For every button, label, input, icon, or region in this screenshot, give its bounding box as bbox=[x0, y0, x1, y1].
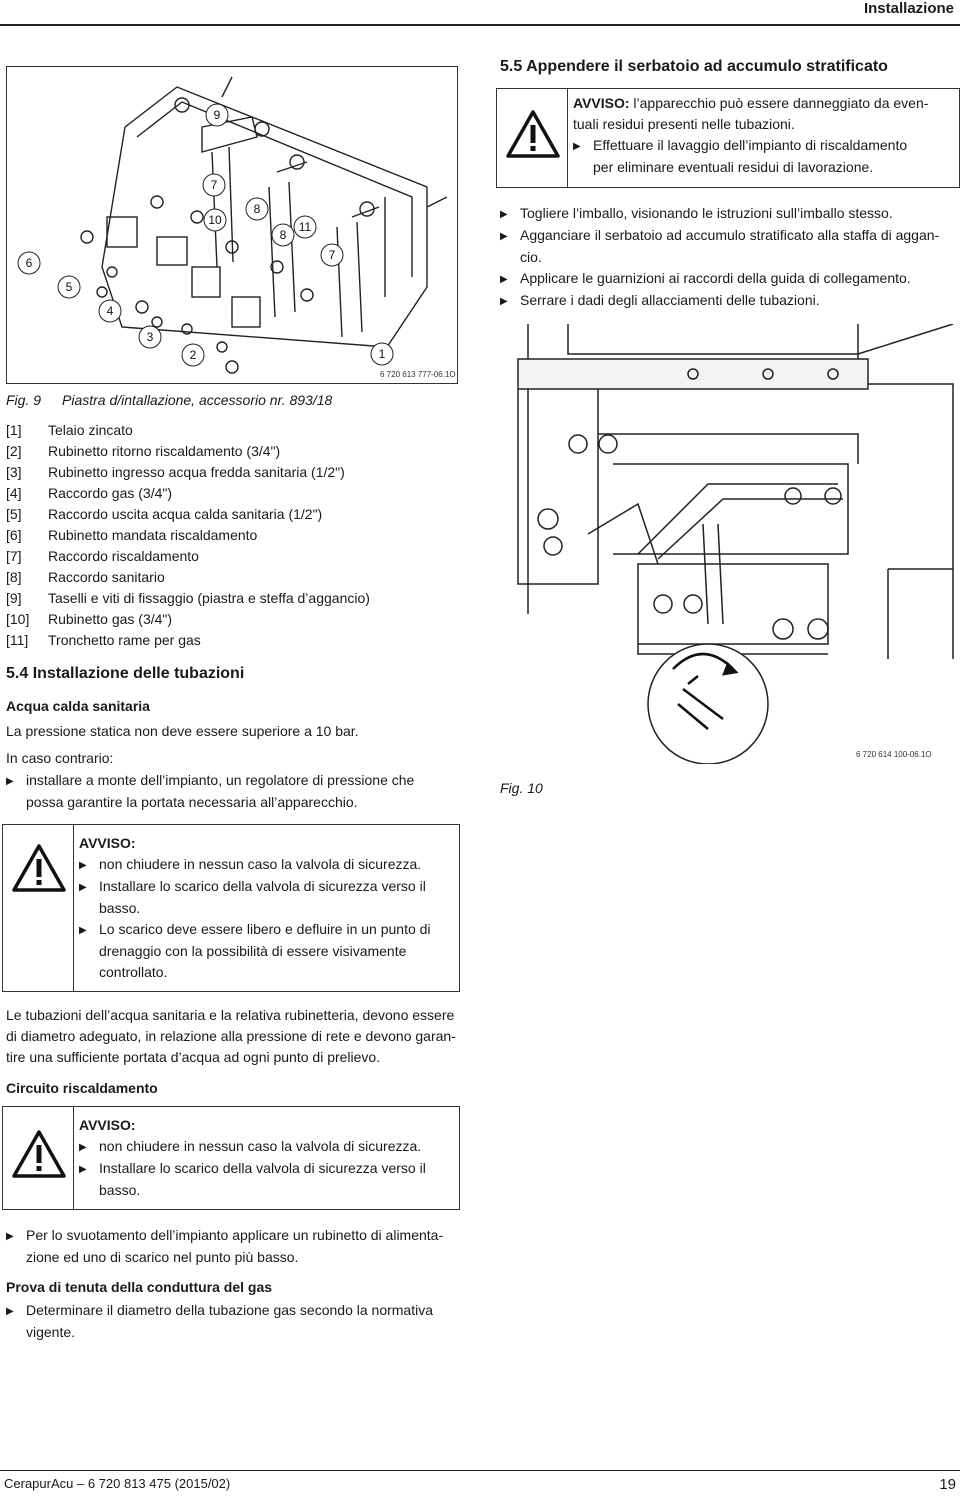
paragraph-otherwise: In caso contrario: bbox=[6, 750, 114, 766]
boiler-connection-illustration bbox=[498, 324, 960, 764]
paragraph-pressure: La pressione statica non deve essere superiore a 10 bar. bbox=[6, 723, 359, 739]
legend-item: [8] Raccordo sanitario bbox=[6, 569, 165, 585]
triangle-right-icon: ▶ bbox=[79, 925, 87, 936]
triangle-right-icon: ▶ bbox=[500, 209, 508, 220]
legend-item: [4] Raccordo gas (3/4") bbox=[6, 485, 173, 501]
paragraph-pipes-diameter: Le tubazioni dell’acqua sanitaria e la relativa rubinetteria, devono essere di diametro adeguato, in relazione alla pressione di rete e devono garan- tire una sufficiente portata d’acqua ad ogni punto di prelievo. bbox=[6, 1007, 456, 1065]
subheading-acqua-calda: Acqua calda sanitaria bbox=[6, 698, 150, 714]
legend-item: [5] Raccordo uscita acqua calda sanitaria (1/2") bbox=[6, 506, 323, 522]
installation-plate-illustration bbox=[7, 67, 457, 383]
warning-triangle-icon bbox=[11, 843, 67, 893]
legend-item: [11] Tronchetto rame per gas bbox=[6, 632, 201, 648]
callout-10: 10 bbox=[208, 213, 222, 227]
bullet-gas-diameter: ▶ Determinare il diametro della tubazione gas secondo la normativa vigente. bbox=[6, 1302, 433, 1340]
legend-item: [3] Rubinetto ingresso acqua fredda sanitaria (1/2") bbox=[6, 464, 345, 480]
footer-rule bbox=[0, 1470, 960, 1471]
callout-7b: 7 bbox=[328, 248, 336, 262]
section-5-5-title: 5.5 Appendere il serbatoio ad accumulo stratificato bbox=[500, 58, 888, 75]
triangle-right-icon: ▶ bbox=[6, 1231, 14, 1242]
figure-10-caption-number: Fig. 10 bbox=[500, 780, 543, 796]
warning-box-heating: AVVISO: ▶ non chiudere in nessun caso la valvola di sicurezza. ▶ Installare lo scarico della valvola di sicurezza verso il basso. bbox=[2, 1106, 460, 1210]
footer-doc-id: CerapurAcu – 6 720 813 475 (2015/02) bbox=[4, 1476, 231, 1491]
callout-8a: 8 bbox=[253, 202, 261, 216]
bullet-drain: ▶ Per lo svuotamento dell’impianto applicare un rubinetto di alimenta- zione ed uno di scarico nel punto più basso. bbox=[6, 1227, 444, 1265]
warning-box-safety-valve: AVVISO: ▶ non chiudere in nessun caso la valvola di sicurezza. ▶ Installare lo scarico della valvola di sicurezza verso il basso. ▶ Lo scarico deve essere libero e defluire in un punto di drenaggio con la possibilità di essere visivamente controllato. bbox=[2, 824, 460, 992]
callout-11: 11 bbox=[298, 220, 312, 234]
callout-2: 2 bbox=[189, 348, 197, 362]
figure-9-caption-number: Fig. 9 bbox=[6, 392, 42, 408]
page-number: 19 bbox=[939, 1476, 956, 1493]
callout-4: 4 bbox=[106, 304, 114, 318]
warning-text-cont: tuali residui presenti nelle tubazioni. bbox=[573, 116, 795, 132]
triangle-right-icon: ▶ bbox=[500, 296, 508, 307]
figure-10 bbox=[498, 324, 960, 764]
figure-9-caption-text: Piastra d/intallazione, accessorio nr. 893/18 bbox=[62, 392, 333, 408]
warning-title: AVVISO: bbox=[79, 835, 136, 851]
callout-5: 5 bbox=[65, 280, 73, 294]
subheading-circuito: Circuito riscaldamento bbox=[6, 1080, 158, 1096]
legend-item: [1] Telaio zincato bbox=[6, 422, 133, 438]
warning-box-residues: AVVISO: l’apparecchio può essere danneggiato da even- tuali residui presenti nelle tubazioni. ▶ Effettuare il lavaggio dell’impianto di riscaldamento per eliminare eventuali residui di lavorazione. bbox=[496, 88, 960, 188]
triangle-right-icon: ▶ bbox=[79, 1142, 87, 1153]
steps-5-5: ▶ Togliere l’imballo, visionando le istruzioni sull’imballo stesso. ▶ Agganciare il serbatoio ad accumulo stratificato alla staffa di aggan- cio. ▶ Applicare le guarnizioni ai raccordi della guida di collegamento. ▶ Serrare i dadi degli allacciamenti delle tubazioni. bbox=[500, 203, 956, 312]
triangle-right-icon: ▶ bbox=[79, 860, 87, 871]
warning-title: AVVISO: bbox=[79, 1117, 136, 1133]
callout-1: 1 bbox=[378, 347, 386, 361]
running-header: Installazione bbox=[863, 0, 954, 17]
legend-item: [10] Rubinetto gas (3/4") bbox=[6, 611, 173, 627]
callout-9: 9 bbox=[213, 108, 221, 122]
triangle-right-icon: ▶ bbox=[6, 776, 14, 787]
callout-3: 3 bbox=[146, 330, 154, 344]
triangle-right-icon: ▶ bbox=[79, 1164, 87, 1175]
warning-triangle-icon bbox=[11, 1129, 67, 1179]
triangle-right-icon: ▶ bbox=[79, 882, 87, 893]
triangle-right-icon: ▶ bbox=[6, 1306, 14, 1317]
triangle-right-icon: ▶ bbox=[500, 274, 508, 285]
figure-9 bbox=[6, 66, 458, 384]
warning-triangle-icon bbox=[505, 109, 561, 159]
warning-text: l’apparecchio può essere danneggiato da even- bbox=[629, 95, 929, 111]
legend-item: [9] Taselli e viti di fissaggio (piastra e steffa d’aggancio) bbox=[6, 590, 370, 606]
figure-9-legend bbox=[6, 420, 456, 651]
triangle-right-icon: ▶ bbox=[573, 141, 581, 152]
legend-item: [6] Rubinetto mandata riscaldamento bbox=[6, 527, 258, 543]
section-5-4-title: 5.4 Installazione delle tubazioni bbox=[6, 665, 245, 682]
legend-item: [2] Rubinetto ritorno riscaldamento (3/4") bbox=[6, 443, 281, 459]
figure-9-code: 6 720 613 777-06.1O bbox=[380, 370, 456, 379]
warning-title: AVVISO: bbox=[573, 95, 630, 111]
callout-6: 6 bbox=[25, 256, 33, 270]
figure-10-code: 6 720 614 100-06.1O bbox=[856, 750, 932, 759]
callout-7a: 7 bbox=[210, 178, 218, 192]
header-rule bbox=[0, 24, 960, 26]
triangle-right-icon: ▶ bbox=[500, 231, 508, 242]
legend-item: [7] Raccordo riscaldamento bbox=[6, 548, 199, 564]
bullet-pressure-regulator: ▶ installare a monte dell’impianto, un regolatore di pressione che possa garantire la portata necessaria all’apparecchio. bbox=[6, 772, 415, 810]
subheading-gas-test: Prova di tenuta della conduttura del gas bbox=[6, 1279, 273, 1295]
callout-8b: 8 bbox=[279, 228, 287, 242]
